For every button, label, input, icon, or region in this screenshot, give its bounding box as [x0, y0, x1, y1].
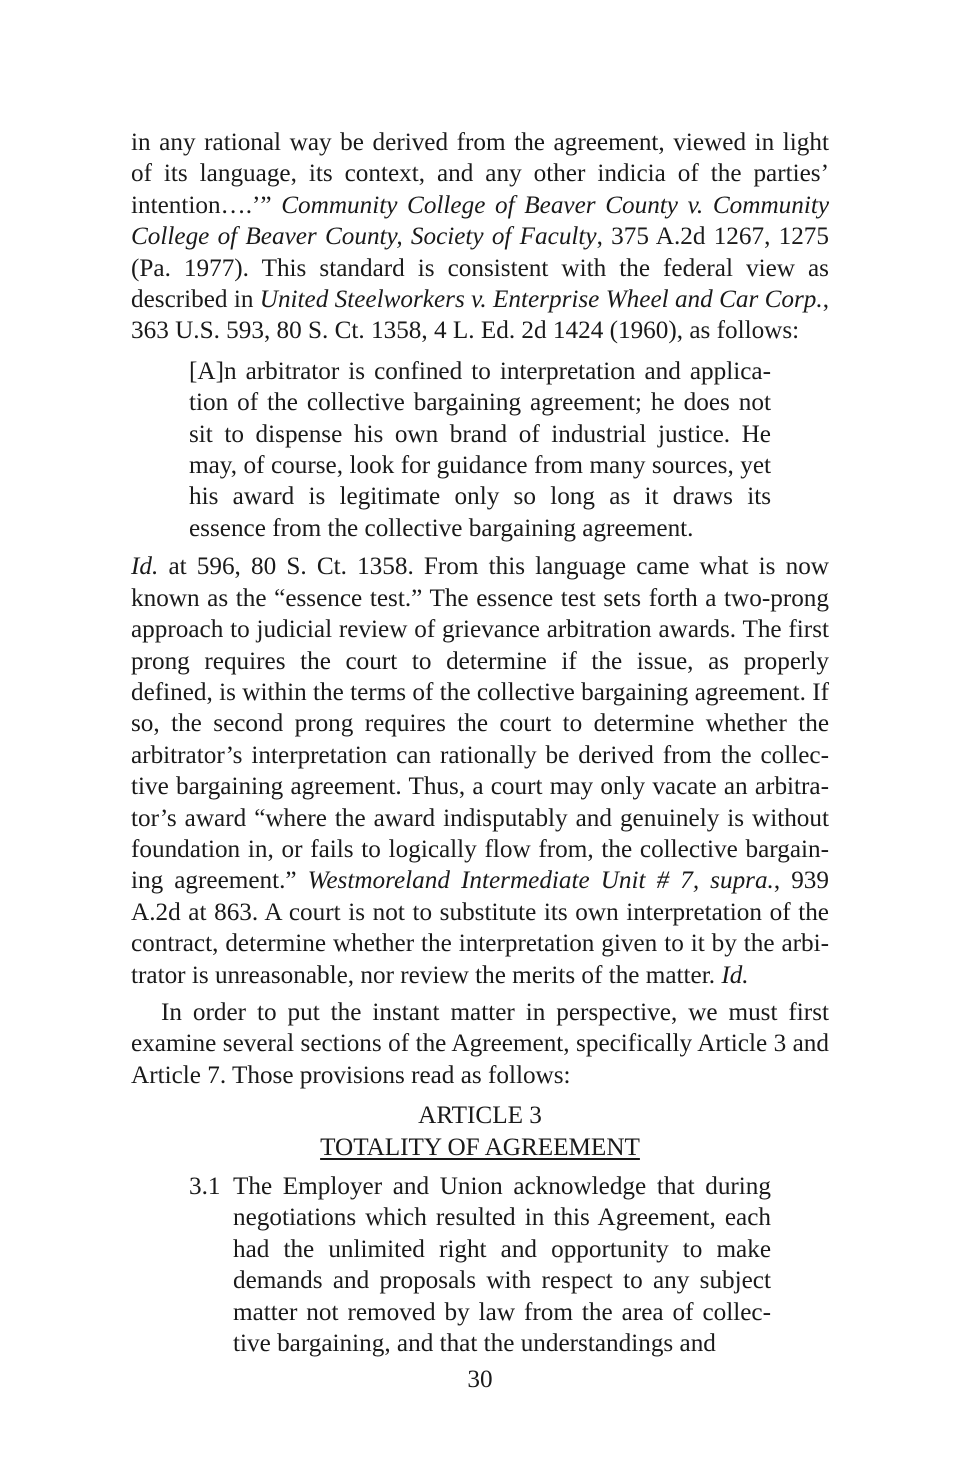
paragraph-2 [131, 551, 829, 991]
id-citation: Id. [131, 553, 159, 581]
section-text: The Employer and Union acknowledge that during negotiations which resulted in this Agreement, each had the unlimited right and opportunity to make demands and proposals with respect to any subject matter not removed by law from the area of collective bargaining, and that the understandings and [233, 1173, 771, 1358]
paragraph-2-text-a: at 596, 80 S. Ct. 1358. From this language came what is now known as the “essence test.” The essence test sets forth a two-prong approach to judicial review of grievance arbitration awards. The first prong requires the court to determine if the issue, as properly defined, is within the terms of the collective bargaining agreement. If so, the second prong requires the court to determine whether the arbitrator’s interpretation can rationally be derived from the collective bargaining agreement. Thus, a court may only vacate an arbitrator’s award “where the award indisputably and genuinely is without foundation in, or fails to logically flow from, the collective bargaining agreement.” [131, 553, 829, 895]
paragraph-1-text-a: in any rational way be derived from the agreement, viewed in light of its language, its context, and any other indicia of the parties’ intention….’” [131, 129, 829, 219]
case-citation-united-steelworkers: United Steelworkers v. Enterprise Wheel and Car Corp. [259, 286, 823, 314]
page-number: 30 [467, 1366, 493, 1393]
article-title [131, 1132, 829, 1163]
paragraph-2-text-b: , 939 A.2d at 863. A court is not to substitute its own interpretation of the contract, determine whether the interpretation given to it by the arbitrator is unreasonable, nor review the merits of the matter. [131, 867, 829, 989]
paragraph-1-text-c: , 363 U.S. 593, 80 S. Ct. 1358, 4 L. Ed. 2d 1424 (1960), as follows: [131, 286, 829, 345]
paragraph-1 [131, 127, 829, 347]
case-citation-westmoreland: Westmoreland Intermediate Unit # 7, supra. [307, 867, 774, 895]
paragraph-3: In order to put the instant matter in perspective, we must first examine several sections of the Agreement, specifically Article 3 and Article 7. Those provisions read as follows: [131, 998, 829, 1089]
paragraph-1-text-b: , 375 A.2d 1267, 1275 (Pa. 1977). This standard is consistent with the federal view as described in [131, 223, 829, 314]
section-number: 3.1 [189, 1173, 221, 1200]
article-heading: ARTICLE 3 [418, 1102, 542, 1130]
document-page [131, 127, 829, 1359]
id-citation: Id. [721, 961, 749, 989]
block-quote: [A]n arbitrator is confined to interpretation and application of the collective bargaining agreement; he does not sit to dispense his own brand of industrial justice. He may, of course, look for guidance from many sources, yet his award is legitimate only so long as it draws its essence from the collective bargaining agreement. [189, 357, 771, 542]
case-citation-community-college: Community College of Beaver County v. Community College of Beaver County, Society of Faculty [131, 191, 829, 251]
article-title-text: TOTALITY OF AGREEMENT [320, 1133, 640, 1161]
section-3-1 [189, 1171, 771, 1359]
